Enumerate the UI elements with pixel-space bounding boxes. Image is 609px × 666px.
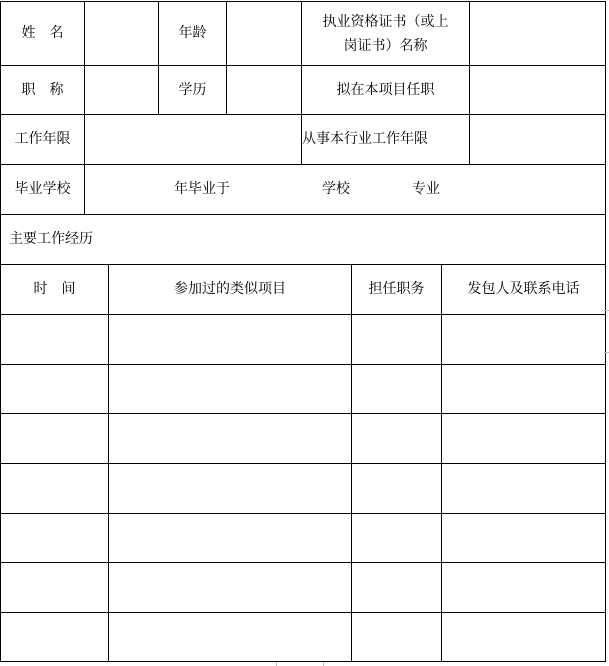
age-label: 年龄 [178,25,207,42]
column-header-time: 时 间 [33,281,76,298]
table-row[interactable] [1,365,605,413]
industry-years-field[interactable] [470,115,605,164]
title-field[interactable] [85,66,158,114]
column-header-employer-contact: 发包人及联系电话 [467,281,580,298]
column-line [605,1,606,662]
margin-tick [323,662,324,666]
row-line [0,661,606,662]
name-field[interactable] [85,2,158,65]
column-header-position: 担任职务 [368,281,425,298]
industry-years-label: 从事本行业工作年限 [302,131,428,148]
age-field[interactable] [227,2,301,65]
table-row[interactable] [1,514,605,562]
work-years-field[interactable] [85,115,301,164]
education-label: 学历 [178,81,207,98]
role-label: 拟在本项目任职 [336,81,435,98]
table-row[interactable] [1,464,605,513]
table-row[interactable] [1,315,605,364]
name-label: 姓 名 [21,25,64,42]
margin-tick [276,662,277,666]
certificate-label: 执业资格证书（或上岗证书）名称 [322,13,449,54]
column-header-projects: 参加过的类似项目 [174,281,286,298]
school-label: 毕业学校 [14,181,71,198]
certificate-field[interactable] [470,2,605,65]
table-row[interactable] [1,563,605,612]
experience-heading: 主要工作经历 [9,231,93,248]
row-line [0,164,606,165]
school-text: 学校 [322,181,350,198]
education-field[interactable] [227,66,301,114]
title-label: 职 称 [21,81,64,98]
graduation-year-text: 年毕业于 [174,181,230,198]
table-row[interactable] [1,414,605,463]
work-years-label: 工作年限 [14,131,71,148]
major-text: 专业 [412,181,440,198]
role-field[interactable] [470,66,605,114]
table-row[interactable] [1,613,605,661]
